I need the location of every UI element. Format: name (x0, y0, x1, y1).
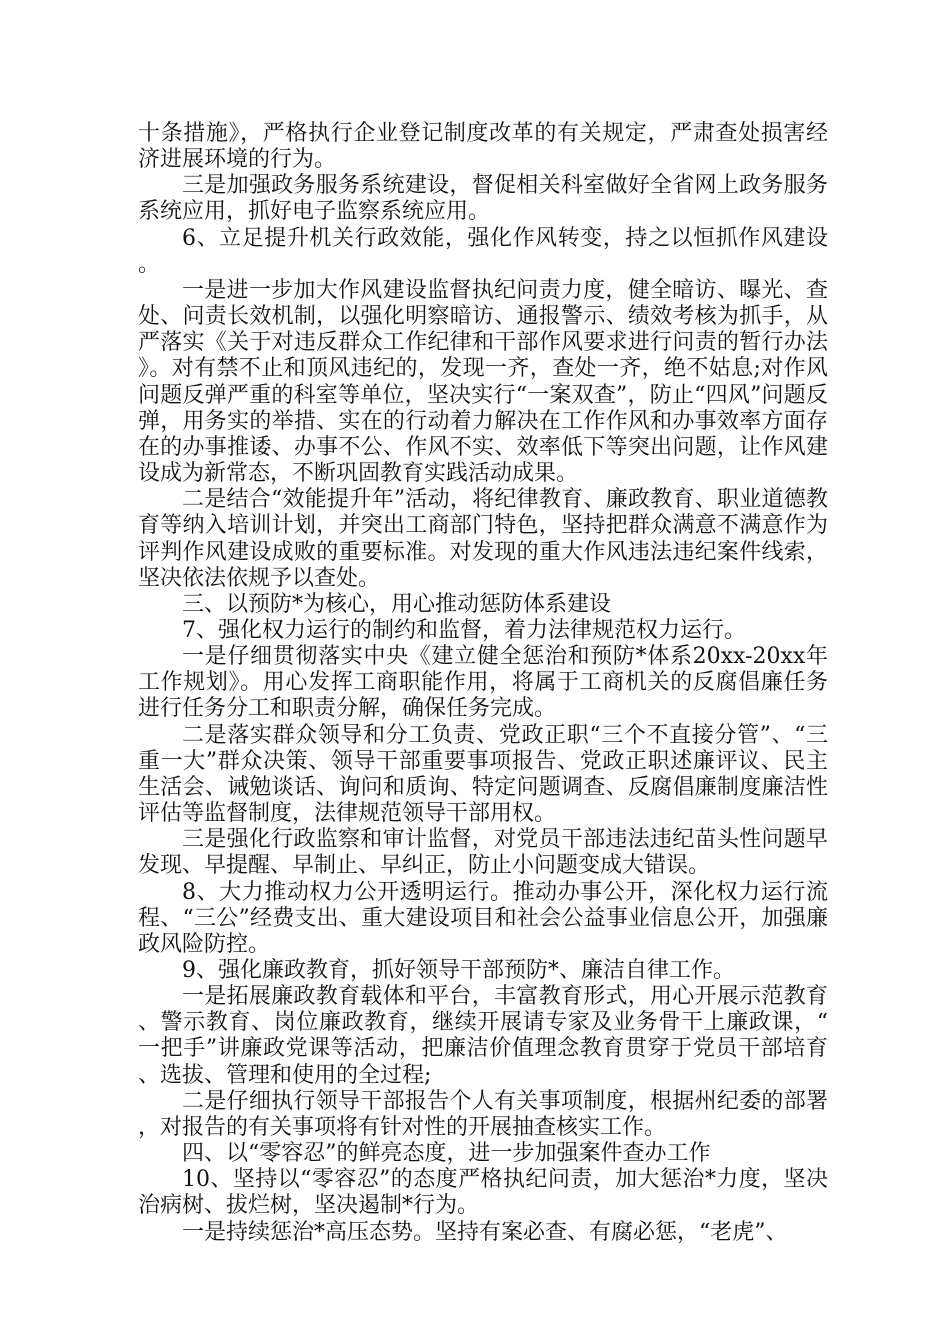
paragraph-2: 三是加强政务服务系统建设，督促相关科室做好全省网上政务服务系统应用，抓好电子监察系统应用。 (138, 173, 828, 225)
paragraph-16: 10、坚持以“零容忍”的态度严格执纪问责，加大惩治*力度，坚决治病树、拔烂树，坚决遏制*行为。 (138, 1167, 828, 1219)
paragraph-10: 三是强化行政监察和审计监督，对党员干部违法违纪苗头性问题早发现、早提醒、早制止、早纠正，防止小问题变成大错误。 (138, 827, 828, 879)
paragraph-1: 十条措施》，严格执行企业登记制度改革的有关规定，严肃查处损害经济进展环境的行为。 (138, 121, 828, 173)
paragraph-11: 8、大力推动权力公开透明运行。推动办事公开，深化权力运行流程、“三公”经费支出、重大建设项目和社会公益事业信息公开，加强廉政风险防控。 (138, 879, 828, 957)
document-body (138, 121, 828, 1246)
paragraph-17: 一是持续惩治*高压态势。坚持有案必查、有腐必惩，“老虎”、 (182, 1219, 788, 1245)
paragraph-5: 二是结合“效能提升年”活动，将纪律教育、廉政教育、职业道德教育等纳入培训计划，并突出工商部门特色，坚持把群众满意不满意作为评判作风建设成败的重要标准。对发现的重大作风违法违纪案件线索，坚决依法依规予以查处。 (138, 487, 828, 591)
paragraph-4: 一是进一步加大作风建设监督执纪问责力度，健全暗访、曝光、查处、问责长效机制，以强化明察暗访、通报警示、绩效考核为抓手，从严落实《关于对违反群众工作纪律和干部作风要求进行问责的暂行办法》。对有禁不止和顶风违纪的，发现一齐，查处一齐，绝不姑息;对作风问题反弹严重的科室等单位，坚决实行“一案双查”，防止“四风”问题反弹，用务实的举措、实在的行动着力解决在工作作风和办事效率方面存在的办事推诿、办事不公、作风不实、效率低下等突出问题，让作风建设成为新常态，不断巩固教育实践活动成果。 (138, 277, 828, 487)
paragraph-9: 二是落实群众领导和分工负责、党政正职“三个不直接分管”、“三重一大”群众决策、领导干部重要事项报告、党政正职述廉评议、民主生活会、诫勉谈话、询问和质询、特定问题调查、反腐倡廉制度廉洁性评估等监督制度，法律规范领导干部用权。 (138, 722, 828, 827)
paragraph-14: 二是仔细执行领导干部报告个人有关事项制度，根据州纪委的部署，对报告的有关事项将有针对性的开展抽查核实工作。 (138, 1088, 828, 1140)
paragraph-15: 四、以“零容忍”的鲜亮态度，进一步加强案件查办工作 (182, 1141, 711, 1167)
paragraph-7: 7、强化权力运行的制约和监督，着力法律规范权力运行。 (182, 617, 746, 643)
paragraph-8: 一是仔细贯彻落实中央《建立健全惩治和预防*体系20xx-20xx年工作规划》。用心发挥工商职能作用，将属于工商机关的反腐倡廉任务进行任务分工和职责分解，确保任务完成。 (138, 644, 828, 722)
paragraph-6: 三、以预防*为核心，用心推动惩防体系建设 (182, 591, 612, 617)
paragraph-3: 6、立足提升机关行政效能，强化作风转变，持之以恒抓作风建设。 (138, 225, 828, 277)
paragraph-12: 9、强化廉政教育，抓好领导干部预防*、廉洁自律工作。 (182, 958, 735, 983)
paragraph-13: 一是拓展廉政教育载体和平台，丰富教育形式，用心开展示范教育、警示教育、岗位廉政教育，继续开展请专家及业务骨干上廉政课，“一把手”讲廉政党课等活动，把廉洁价值理念教育贯穿于党员干部培育、选拔、管理和使用的全过程; (138, 984, 828, 1088)
